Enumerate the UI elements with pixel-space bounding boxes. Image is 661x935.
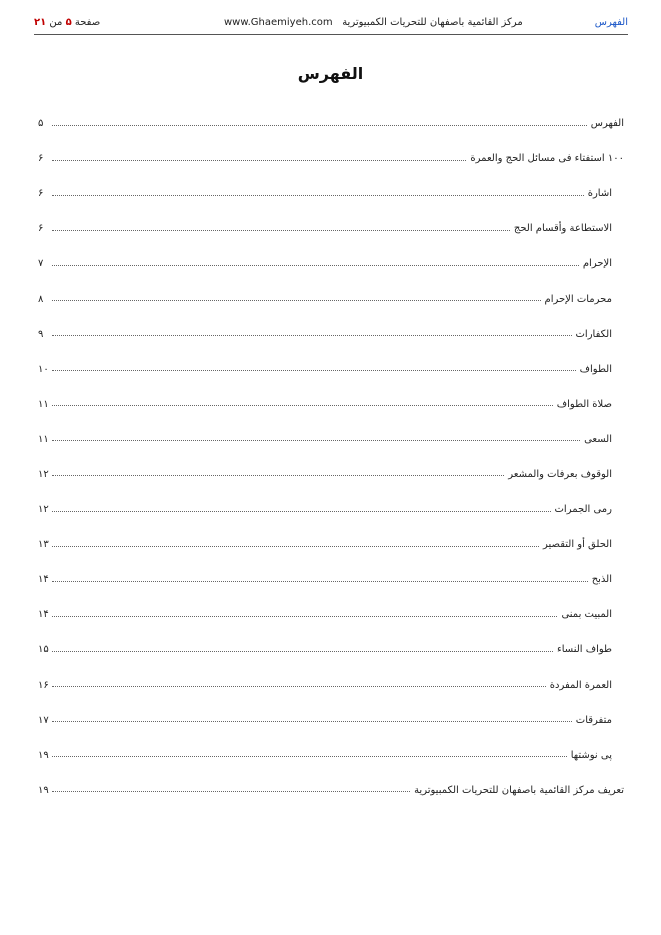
toc-dot-leader (52, 230, 510, 231)
toc-entry-label: پی نوشتها (570, 749, 612, 761)
toc-dot-leader (52, 686, 546, 687)
toc-dot-leader (52, 581, 588, 582)
toc-entry[interactable] (38, 387, 624, 422)
toc-entry[interactable] (38, 773, 624, 808)
toc-dot-leader (52, 125, 587, 126)
toc-entry-page: ۹ (38, 328, 44, 340)
toc-entry-page: ۱۷ (38, 714, 49, 726)
toc-entry-page: ۶ (38, 153, 44, 165)
toc-entry-page: ۱۲ (38, 468, 49, 480)
toc-entry-label: الفهرس (590, 118, 624, 130)
table-of-contents (38, 106, 624, 808)
page-label: صفحة (74, 17, 101, 28)
site-link[interactable]: www.Ghaemiyeh.com (224, 17, 333, 28)
org-name: مرکز القائمیة باصفهان للتحریات الکمبیوتریة (342, 17, 523, 28)
toc-entry-label: رمی الجمرات (554, 504, 612, 516)
toc-entry[interactable] (38, 703, 624, 738)
toc-dot-leader (52, 440, 580, 441)
toc-entry-page: ۱۴ (38, 574, 49, 586)
toc-entry-page: ۶ (38, 223, 44, 235)
toc-entry-label: المبیت بمنی (561, 609, 612, 621)
toc-dot-leader (52, 616, 557, 617)
toc-entry-page: ۱۹ (38, 749, 49, 761)
section-link[interactable]: الفهرس (594, 17, 628, 28)
toc-dot-leader (52, 370, 576, 371)
toc-entry-label: اشارة (587, 188, 612, 200)
toc-entry-label: العمرة المفردة (549, 679, 612, 691)
toc-dot-leader (52, 300, 541, 301)
of-label: من (49, 17, 63, 28)
toc-entry[interactable] (38, 141, 624, 176)
toc-entry-label: طواف النساء (557, 644, 612, 656)
toc-entry-page: ۱۶ (38, 679, 49, 691)
toc-dot-leader (52, 546, 539, 547)
toc-entry-page: ۱۰ (38, 363, 49, 375)
toc-entry[interactable] (38, 597, 624, 632)
header-center (224, 17, 523, 28)
toc-dot-leader (52, 160, 466, 161)
toc-entry[interactable] (38, 492, 624, 527)
page-number: ۵ (65, 17, 72, 28)
toc-dot-leader (52, 651, 553, 652)
toc-entry-label: محرمات الإحرام (544, 293, 612, 305)
toc-entry[interactable] (38, 668, 624, 703)
page-counter (34, 17, 100, 28)
toc-entry[interactable] (38, 246, 624, 281)
toc-entry-label: السعی (584, 433, 612, 445)
toc-entry[interactable] (38, 281, 624, 316)
toc-entry-page: ۵ (38, 118, 44, 130)
toc-dot-leader (52, 721, 572, 722)
toc-entry-page: ۶ (38, 188, 44, 200)
toc-entry[interactable] (38, 317, 624, 352)
toc-dot-leader (52, 475, 504, 476)
toc-entry[interactable] (38, 562, 624, 597)
toc-dot-leader (52, 195, 584, 196)
toc-entry-page: ۱۹ (38, 784, 49, 796)
toc-entry-label: الذبح (591, 574, 612, 586)
toc-entry-label: متفرقات (575, 714, 612, 726)
toc-entry-label: الحلق أو التقصیر (542, 539, 612, 551)
toc-entry-page: ۱۴ (38, 609, 49, 621)
toc-entry-label: الاستطاعة وأقسام الحج (513, 223, 612, 235)
toc-entry-label: تعریف مرکز القائمیة باصفهان للتحریات الکمبیوتریة (414, 784, 624, 796)
toc-entry-page: ۱۵ (38, 644, 49, 656)
toc-entry[interactable] (38, 527, 624, 562)
toc-entry-label: الطواف (579, 363, 612, 375)
toc-entry-label: ۱۰۰ استفتاء فی مسائل الحج والعمرة (470, 153, 624, 165)
toc-dot-leader (52, 756, 567, 757)
toc-entry[interactable] (38, 632, 624, 667)
toc-dot-leader (52, 791, 410, 792)
toc-entry-label: الإحرام (582, 258, 612, 270)
toc-dot-leader (52, 405, 553, 406)
toc-entry[interactable] (38, 457, 624, 492)
page-title: الفهرس (297, 64, 364, 83)
toc-entry-label: صلاة الطواف (556, 398, 612, 410)
toc-entry[interactable] (38, 738, 624, 773)
total-pages: ۲۱ (34, 17, 47, 28)
toc-entry[interactable] (38, 106, 624, 141)
toc-entry[interactable] (38, 352, 624, 387)
toc-entry-page: ۸ (38, 293, 44, 305)
toc-dot-leader (52, 335, 572, 336)
toc-entry-page: ۱۱ (38, 398, 49, 410)
toc-entry[interactable] (38, 176, 624, 211)
toc-dot-leader (52, 511, 551, 512)
page-header (34, 14, 628, 35)
toc-dot-leader (52, 265, 579, 266)
toc-entry-label: الکفارات (575, 328, 612, 340)
toc-entry-page: ۱۳ (38, 539, 49, 551)
toc-entry-page: ۱۲ (38, 504, 49, 516)
toc-entry-page: ۷ (38, 258, 44, 270)
toc-entry-page: ۱۱ (38, 433, 49, 445)
toc-entry[interactable] (38, 211, 624, 246)
toc-entry-label: الوقوف بعرفات والمشعر (508, 468, 612, 480)
toc-entry[interactable] (38, 422, 624, 457)
